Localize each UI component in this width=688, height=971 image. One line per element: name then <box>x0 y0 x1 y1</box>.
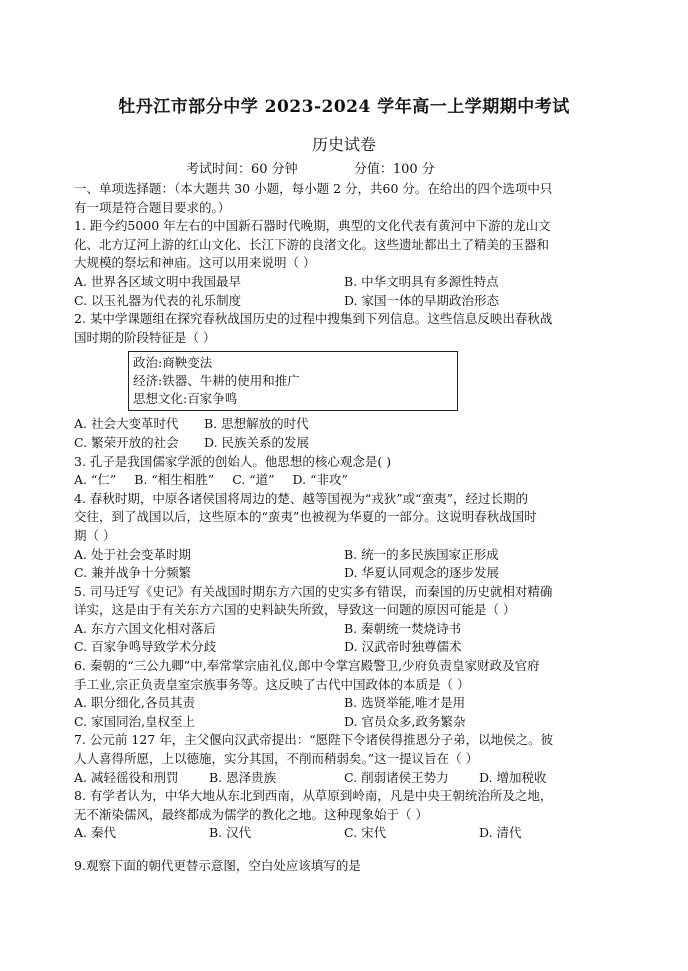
question-text: 2. 某中学课题组在探究春秋战国历史的过程中搜集到下列信息。这些信息反映出春秋战 <box>74 311 553 327</box>
info-box-line: 思想文化:百家争鸣 <box>133 391 238 407</box>
question-5 <box>74 583 614 657</box>
option-d: D. 家国一体的早期政治形态 <box>344 292 500 308</box>
option-b: B. 选贤举能,唯才是用 <box>344 695 466 711</box>
question-6 <box>74 657 614 731</box>
option-a: A. “仁” <box>74 472 117 488</box>
options-row <box>74 769 614 788</box>
question-text: 1. 距今约5000 年左右的中国新石器时代晚期，典型的文化代表有黄河中下游的龙山文 <box>74 218 551 234</box>
options-row <box>74 273 614 292</box>
options-row <box>74 546 614 565</box>
question-text: 4. 春秋时期，中原各诸侯国将周边的楚、越等国视为“戎狄”或“蛮夷”，经过长期的 <box>74 490 528 506</box>
exam-meta <box>186 158 586 177</box>
question-1 <box>74 217 614 310</box>
option-b: B. 中华文明具有多源性特点 <box>344 273 499 289</box>
question-text: 详实，这是由于有关东方六国的史料缺失所致，导致这一问题的原因可能是（ ） <box>74 602 516 618</box>
option-d: D. 增加税收 <box>479 769 547 785</box>
option-c: C. 削弱诸侯王势力 <box>344 769 449 785</box>
question-text: 大规模的祭坛和神庙。这可以用来说明（ ） <box>74 255 316 271</box>
options-row <box>74 434 614 453</box>
option-c: C. 家国同治,皇权至上 <box>74 713 196 729</box>
question-9 <box>74 857 614 876</box>
options-row <box>74 638 614 657</box>
question-text: 无不渐染儒风，最终都成为儒学的教化之地。这种现象始于（ ） <box>74 806 428 822</box>
section-heading-1: 一、单项选择题：（本大题共 30 小题，每小题 2 分，共60 分。在给出的四个选项中只 <box>74 181 553 196</box>
exam-subtitle: 历史试卷 <box>311 135 376 154</box>
question-text: 9.观察下面的朝代更替示意图，空白处应该填写的是 <box>74 858 361 873</box>
question-text: 5. 司马迁写《史记》有关战国时期东方六国的史实多有错误，而秦国的历史就相对精确 <box>74 583 553 599</box>
options-row <box>74 824 614 843</box>
question-text: 国时期的阶段特征是（ ） <box>74 329 216 345</box>
info-box-line: 经济:铁器、牛耕的使用和推广 <box>133 373 300 389</box>
question-text: 期（ ） <box>74 527 116 543</box>
option-d: D. 华夏认同观念的逐步发展 <box>344 565 500 581</box>
options-row <box>74 564 614 583</box>
question-2 <box>74 310 614 452</box>
option-a: A. 秦代 <box>74 825 116 841</box>
option-b: B. 统一的多民族国家正形成 <box>344 546 499 562</box>
option-b: B. “相生相胜” <box>134 472 215 488</box>
option-b: B. 恩泽贵族 <box>209 769 277 785</box>
exam-body <box>74 180 614 876</box>
question-text: 化、北方辽河上游的红山文化、长江下游的良渚文化。这些遗址都出土了精美的玉器和 <box>74 236 550 252</box>
option-d: D. 官员众多,政务繁杂 <box>344 713 466 729</box>
option-b: B. 秦朝统一焚烧诗书 <box>344 620 462 636</box>
question-text: 交往，到了战国以后，这些原本的“蛮夷”也被视为华夏的一部分。这说明春秋战国时 <box>74 509 537 525</box>
question-4 <box>74 490 614 583</box>
option-c: C. 宋代 <box>344 825 387 841</box>
option-d: D. “非攻” <box>292 472 348 488</box>
options-row <box>74 415 614 434</box>
question-text: 人人喜得所愿，上以德施，实分其国，不削而稍弱矣。”这一提议旨在（ ） <box>74 751 479 767</box>
option-d: D. 汉武帝时独尊儒术 <box>344 639 462 655</box>
options-row <box>74 713 614 732</box>
info-box-line: 政治:商鞅变法 <box>133 355 213 371</box>
option-a: A. 东方六国文化相对落后 <box>74 620 216 636</box>
options-row <box>74 694 614 713</box>
option-a: A. 世界各区域文明中我国最早 <box>74 273 241 289</box>
question-8 <box>74 787 614 843</box>
option-a: A. 职分细化,各员其责 <box>74 695 195 711</box>
option-a: A. 社会大变革时代 <box>74 416 179 432</box>
option-c: C. 百家争鸣导致学术分歧 <box>74 639 217 655</box>
option-a: A. 处于社会变革时期 <box>74 546 191 562</box>
question-text: 3. 孔子是我国儒家学派的创始人。他思想的核心观念是( ) <box>74 453 392 469</box>
exam-title: 牡丹江市部分中学 2023-2024 学年高一上学期期中考试 <box>118 97 570 117</box>
question-text: 手工业,宗正负责皇室宗族事务等。这反映了古代中国政体的本质是（ ） <box>74 676 470 692</box>
info-box <box>128 351 458 411</box>
option-b: B. 汉代 <box>209 825 252 841</box>
exam-score: 分值：100 分 <box>353 162 435 177</box>
question-3 <box>74 453 614 490</box>
option-d: D. 清代 <box>479 825 522 841</box>
question-text: 8. 有学者认为，中华大地从东北到西南，从草原到岭南，凡是中央王朝统治所及之地， <box>74 788 553 804</box>
options-row <box>74 292 614 311</box>
option-a: A. 减轻徭役和刑罚 <box>74 769 179 785</box>
option-c: C. “道” <box>232 472 275 488</box>
option-c: C. 以玉礼器为代表的礼乐制度 <box>74 292 242 308</box>
option-d: D. 民族关系的发展 <box>204 434 310 450</box>
options-row <box>74 471 614 490</box>
exam-time: 考试时间：60 分钟 <box>186 162 298 177</box>
section-heading-2: 有一项是符合题目要求的。） <box>74 199 231 215</box>
option-c: C. 兼并战争十分频繁 <box>74 565 192 581</box>
option-b: B. 思想解放的时代 <box>204 416 309 432</box>
question-text: 6. 秦朝的“三公九卿”中,奉常掌宗庙礼仪,郎中令掌宫殿警卫,少府负责皇家财政及官府 <box>74 658 540 674</box>
question-7 <box>74 731 614 787</box>
question-text: 7. 公元前 127 年，主父偃向汉武帝提出：“愿陛下令诸侯得推恩分子弟，以地侯之。彼 <box>74 732 554 748</box>
option-c: C. 繁荣开放的社会 <box>74 434 179 450</box>
options-row <box>74 620 614 639</box>
